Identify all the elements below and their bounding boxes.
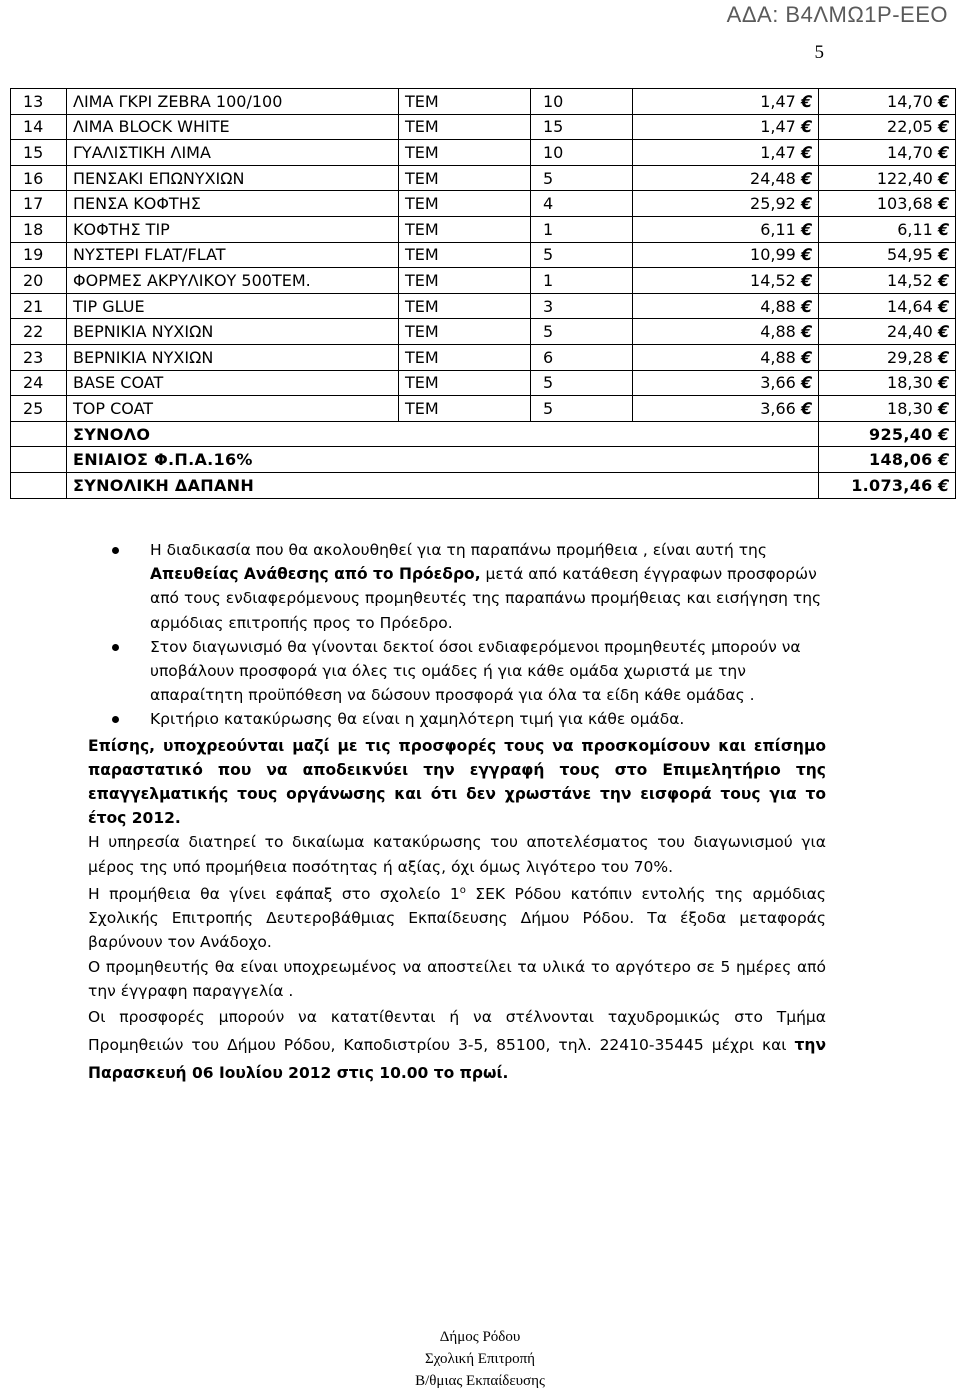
paragraph-delivery-end: ΣΕΚ Ρόδου κατόπιν εντολής της αρμόδιας Σχολικής Επιτροπής Δευτεροβάθμιας Εκπαίδευσης Δήμου Ρόδου. Τα έξοδα μεταφοράς βαρύνουν τον Ανάδοχο. [88, 885, 826, 952]
cell-description [67, 140, 399, 166]
table-row [11, 140, 956, 166]
cell-line-total-value: 18,30 [887, 398, 933, 418]
euro-sign-icon: € [935, 450, 951, 470]
cell-quantity-value: 10 [543, 142, 564, 162]
table-row [11, 396, 956, 422]
cell-unit-price [633, 242, 819, 268]
cell-line-total-value: 103,68 [876, 194, 933, 214]
cell-unit-price [633, 216, 819, 242]
cell-item-number-value: 18 [23, 219, 44, 239]
bullet-procedure-text: Η διαδικασία που θα ακολουθηθεί για τη παραπάνω προμήθεια , είναι αυτή της [150, 541, 767, 559]
cell-line-total-value: 6,11 [897, 219, 933, 239]
paragraph-deadline-delivery: Ο προμηθευτής θα είναι υποχρεωμένος να αποστείλει τα υλικά το αργότερο σε 5 ημέρες από την έγγραφη παραγγελία . [88, 957, 826, 1000]
table-row [11, 216, 956, 242]
cell-quantity-value: 5 [543, 398, 554, 418]
cell-quantity [531, 114, 633, 140]
cell-unit-price-value: 25,92 [750, 194, 796, 214]
cell-description-value: ΓΥΑΛΙΣΤΙΚΗ ΛΙΜΑ [73, 142, 211, 162]
cell-quantity [531, 242, 633, 268]
summary-label [67, 472, 819, 498]
cell-item-number [11, 396, 67, 422]
cell-unit-price [633, 268, 819, 294]
cell-unit-value: ΤΕΜ [405, 91, 439, 111]
cell-line-total-value: 14,70 [887, 91, 933, 111]
cell-line-total [819, 242, 956, 268]
paragraph-submission-text: Οι προσφορές μπορούν να κατατίθενται ή να στέλνονται ταχυδρομικώς στο Τμήμα Προμηθειών του Δήμου Ρόδου, Καποδιστρίου 3-5, 85100, τηλ. 22410-35445 μέχρι και [88, 1008, 826, 1055]
summary-value [819, 472, 956, 498]
cell-unit-price-value: 4,88 [760, 296, 796, 316]
bullet-procedure-bold: Απευθείας Ανάθεσης από το Πρόεδρο, [150, 565, 481, 584]
cell-item-number [11, 216, 67, 242]
cell-line-total-value: 14,64 [887, 296, 933, 316]
cell-unit [399, 114, 531, 140]
cell-unit-value: ΤΕΜ [405, 194, 439, 214]
cell-quantity [531, 268, 633, 294]
cell-line-total [819, 370, 956, 396]
table-row [11, 319, 956, 345]
cell-unit-price-value: 6,11 [760, 219, 796, 239]
cell-item-number [11, 89, 67, 115]
summary-label-value: ΕΝΙΑΙΟΣ Φ.Π.Α.16% [73, 450, 253, 470]
cell-line-total [819, 268, 956, 294]
cell-item-number-value: 25 [23, 398, 44, 418]
cell-unit-value: ΤΕΜ [405, 219, 439, 239]
bullet-procedure-text-end: μετά από κατάθεση έγγραφων προσφορών από τους ενδιαφερόμενους προμηθευτές της παραπάνω προμήθειας και εισήγηση της αρμόδιας επιτροπής προς το Πρόεδρο. [150, 565, 822, 632]
cell-quantity-value: 10 [543, 91, 564, 111]
cell-line-total-value: 29,28 [887, 347, 933, 367]
cell-unit [399, 165, 531, 191]
summary-label-value: ΣΥΝΟΛΟ [73, 424, 151, 444]
cell-unit-price-value: 10,99 [750, 245, 796, 265]
cell-item-number-value: 14 [23, 117, 44, 137]
table-row [11, 344, 956, 370]
cell-quantity [531, 191, 633, 217]
cell-line-total [819, 191, 956, 217]
cell-unit [399, 242, 531, 268]
cell-item-number-value: 16 [23, 168, 44, 188]
cell-unit-price [633, 344, 819, 370]
cell-description-value: ΠΕΝΣΑ ΚΟΦΤΗΣ [73, 194, 201, 214]
cell-item-number-value: 19 [23, 245, 44, 265]
cell-line-total [819, 216, 956, 242]
cell-unit-price [633, 370, 819, 396]
cell-description-value: ΛΙΜΑ ΓΚΡΙ ZEBRA 100/100 [73, 91, 283, 111]
cell-unit-price [633, 114, 819, 140]
cell-quantity-value: 1 [543, 219, 554, 239]
euro-sign-icon: € [936, 398, 951, 418]
cell-quantity [531, 165, 633, 191]
cell-unit-price [633, 89, 819, 115]
euro-sign-icon: € [799, 270, 814, 290]
cell-description [67, 114, 399, 140]
euro-sign-icon: € [936, 296, 951, 316]
page-number: 5 [814, 42, 824, 63]
cell-item-number-value: 23 [23, 347, 44, 367]
euro-sign-icon: € [936, 142, 951, 162]
footer [0, 1326, 960, 1392]
footer-line-municipality: Δήμος Ρόδου [439, 1329, 521, 1345]
euro-sign-icon: € [799, 373, 814, 393]
cell-quantity [531, 140, 633, 166]
cell-unit-price-value: 24,48 [750, 168, 796, 188]
cell-description-value: ΝΥΣΤΕΡΙ FLAT/FLAT [73, 245, 226, 265]
cell-quantity-value: 5 [543, 322, 554, 342]
cell-quantity-value: 5 [543, 168, 554, 188]
cell-line-total [819, 344, 956, 370]
summary-value-value: 1.073,46 [851, 475, 933, 495]
bullet-criterion [150, 707, 826, 731]
cell-description [67, 293, 399, 319]
cell-line-total [819, 396, 956, 422]
cell-empty [11, 472, 67, 498]
euro-sign-icon: € [936, 347, 951, 367]
bullet-dot-icon [112, 547, 119, 554]
euro-sign-icon: € [799, 117, 814, 137]
cell-line-total-value: 24,40 [887, 322, 933, 342]
cell-item-number [11, 370, 67, 396]
paragraph-delivery-start: Η προμήθεια θα γίνει εφάπαξ στο σχολείο 1 [88, 885, 460, 903]
cell-description [67, 165, 399, 191]
cell-unit [399, 140, 531, 166]
summary-value [819, 421, 956, 447]
cell-quantity [531, 89, 633, 115]
cell-item-number [11, 165, 67, 191]
cell-line-total [819, 165, 956, 191]
cell-line-total-value: 18,30 [887, 373, 933, 393]
cell-item-number [11, 140, 67, 166]
cell-unit [399, 370, 531, 396]
table-row [11, 165, 956, 191]
cell-item-number [11, 191, 67, 217]
cell-line-total-value: 22,05 [887, 117, 933, 137]
cell-unit-price-value: 4,88 [760, 322, 796, 342]
cell-item-number-value: 20 [23, 270, 44, 290]
bullet-dot-icon [112, 716, 119, 723]
cell-line-total [819, 319, 956, 345]
cell-item-number-value: 21 [23, 296, 44, 316]
cell-quantity-value: 1 [543, 270, 554, 290]
cell-unit [399, 89, 531, 115]
paragraph-chamber-certificate: Επίσης, υποχρεούνται μαζί με τις προσφορές τους να προσκομίσουν και επίσημο παραστατικό που να αποδεικνύει την εγγραφή τους στο Επιμελητήριο της επαγγελματικής τους οργάνωσης και ότι δεν χρωστάνε την εισφορά τους για το έτος 2012. [88, 736, 826, 828]
euro-sign-icon: € [935, 424, 951, 444]
cell-item-number-value: 17 [23, 194, 44, 214]
cell-unit-price [633, 191, 819, 217]
cell-line-total [819, 140, 956, 166]
items-table-body [11, 89, 956, 499]
cell-empty [11, 421, 67, 447]
summary-row [11, 421, 956, 447]
cell-description-value: ΛΙΜΑ BLOCK WHITE [73, 117, 230, 137]
summary-value [819, 447, 956, 473]
cell-unit-price [633, 140, 819, 166]
cell-item-number [11, 319, 67, 345]
euro-sign-icon: € [799, 194, 814, 214]
cell-quantity-value: 15 [543, 117, 564, 137]
cell-unit-price-value: 1,47 [760, 117, 796, 137]
cell-unit-value: ΤΕΜ [405, 398, 439, 418]
summary-value-value: 925,40 [869, 424, 933, 444]
euro-sign-icon: € [799, 245, 814, 265]
cell-unit-value: ΤΕΜ [405, 296, 439, 316]
cell-item-number-value: 22 [23, 322, 44, 342]
cell-unit-value: ΤΕΜ [405, 347, 439, 367]
euro-sign-icon: € [936, 219, 951, 239]
bullet-dot-icon [112, 644, 119, 651]
cell-line-total [819, 89, 956, 115]
table-row [11, 242, 956, 268]
cell-quantity [531, 396, 633, 422]
cell-quantity-value: 4 [543, 194, 554, 214]
cell-line-total-value: 14,52 [887, 270, 933, 290]
cell-quantity [531, 319, 633, 345]
cell-unit-value: ΤΕΜ [405, 117, 439, 137]
euro-sign-icon: € [936, 270, 951, 290]
euro-sign-icon: € [935, 475, 951, 495]
cell-empty [11, 447, 67, 473]
cell-unit [399, 216, 531, 242]
bullet-procedure [150, 538, 826, 635]
cell-description [67, 268, 399, 294]
summary-label [67, 421, 819, 447]
cell-item-number [11, 242, 67, 268]
summary-value-value: 148,06 [869, 450, 933, 470]
cell-item-number-value: 15 [23, 142, 44, 162]
cell-unit-value: ΤΕΜ [405, 245, 439, 265]
euro-sign-icon: € [799, 219, 814, 239]
cell-description [67, 319, 399, 345]
euro-sign-icon: € [799, 168, 814, 188]
cell-unit-value: ΤΕΜ [405, 168, 439, 188]
euro-sign-icon: € [799, 322, 814, 342]
cell-unit-price-value: 3,66 [760, 373, 796, 393]
footer-line-committee: Σχολική Επιτροπή [424, 1351, 536, 1367]
paragraph-delivery [88, 879, 826, 955]
cell-unit [399, 293, 531, 319]
cell-description [67, 191, 399, 217]
cell-unit-price [633, 396, 819, 422]
cell-unit [399, 191, 531, 217]
table-row [11, 268, 956, 294]
euro-sign-icon: € [799, 347, 814, 367]
cell-description [67, 89, 399, 115]
bullet-criterion-text: Κριτήριο κατακύρωσης θα είναι η χαμηλότερη τιμή για κάθε ομάδα. [150, 710, 685, 729]
euro-sign-icon: € [936, 322, 951, 342]
table-row [11, 191, 956, 217]
cell-quantity [531, 216, 633, 242]
cell-unit-price-value: 14,52 [750, 270, 796, 290]
cell-unit [399, 344, 531, 370]
euro-sign-icon: € [936, 194, 951, 214]
cell-unit-value: ΤΕΜ [405, 270, 439, 290]
cell-line-total-value: 54,95 [887, 245, 933, 265]
bullet-list [88, 538, 826, 732]
table-row [11, 370, 956, 396]
table-row [11, 293, 956, 319]
document-body [88, 538, 826, 1087]
cell-description-value: ΒΕΡΝΙΚΙΑ ΝΥΧΙΩΝ [73, 347, 214, 367]
cell-quantity-value: 5 [543, 245, 554, 265]
cell-description-value: BASE COAT [73, 373, 164, 393]
cell-unit [399, 396, 531, 422]
cell-unit-price [633, 293, 819, 319]
cell-unit-price [633, 165, 819, 191]
cell-unit-value: ΤΕΜ [405, 373, 439, 393]
euro-sign-icon: € [936, 373, 951, 393]
euro-sign-icon: € [799, 142, 814, 162]
cell-unit-price-value: 4,88 [760, 347, 796, 367]
footer-line-education: Β/θμιας Εκπαίδευσης [415, 1373, 545, 1389]
cell-line-total-value: 122,40 [876, 168, 933, 188]
cell-description [67, 242, 399, 268]
cell-unit [399, 268, 531, 294]
cell-quantity-value: 5 [543, 373, 554, 393]
cell-unit-value: ΤΕΜ [405, 322, 439, 342]
items-table [10, 88, 956, 499]
summary-row [11, 472, 956, 498]
cell-description [67, 344, 399, 370]
euro-sign-icon: € [936, 168, 951, 188]
cell-item-number-value: 13 [23, 91, 44, 111]
table-row [11, 114, 956, 140]
cell-item-number [11, 268, 67, 294]
ordinal-superscript: ο [459, 884, 466, 896]
euro-sign-icon: € [799, 398, 814, 418]
cell-quantity [531, 370, 633, 396]
cell-quantity-value: 6 [543, 347, 554, 367]
euro-sign-icon: € [799, 91, 814, 111]
cell-description [67, 216, 399, 242]
cell-description [67, 396, 399, 422]
bullet-groups-text: Στον διαγωνισμό θα γίνονται δεκτοί όσοι ενδιαφερόμενοι προμηθευτές μπορούν να υποβάλουν προσφορά για όλες τις ομάδες ή για κάθε ομάδα χωριστά με την απαραίτητη προϋπόθεση να δώσουν προσφορά για όλα τα είδη κάθε ομάδας . [150, 637, 801, 705]
summary-label-value: ΣΥΝΟΛΙΚΗ ΔΑΠΑΝΗ [73, 475, 255, 495]
cell-item-number [11, 293, 67, 319]
summary-label [67, 447, 819, 473]
euro-sign-icon: € [936, 245, 951, 265]
cell-line-total [819, 293, 956, 319]
cell-item-number [11, 344, 67, 370]
summary-row [11, 447, 956, 473]
cell-description [67, 370, 399, 396]
paragraph-submission-deadline: την Παρασκευή 06 Ιουλίου 2012 στις 10.00 το πρωί. [88, 1036, 826, 1083]
cell-description-value: ΦΟΡΜΕΣ ΑΚΡΥΛΙΚΟΥ 500ΤΕΜ. [73, 270, 311, 290]
bullet-groups [150, 635, 826, 708]
cell-unit-price-value: 1,47 [760, 91, 796, 111]
paragraph-award-right: Η υπηρεσία διατηρεί το δικαίωμα κατακύρωσης του αποτελέσματος του διαγωνισμού για μέρος της υπό προμήθεια ποσότητας ή αξίας, όχι όμως λιγότερο του 70%. [88, 833, 826, 876]
cell-line-total-value: 14,70 [887, 142, 933, 162]
cell-quantity-value: 3 [543, 296, 554, 316]
paragraph-submission [88, 1003, 826, 1087]
cell-description-value: ΚΟΦΤΗΣ TIP [73, 219, 170, 239]
ada-code: ΑΔΑ: Β4ΛΜΩ1Ρ-ΕΕΟ [726, 2, 948, 27]
table-row [11, 89, 956, 115]
cell-unit-price [633, 319, 819, 345]
cell-description-value: ΒΕΡΝΙΚΙΑ ΝΥΧΙΩΝ [73, 322, 214, 342]
cell-description-value: ΠΕΝΣΑΚΙ ΕΠΩΝΥΧΙΩΝ [73, 168, 245, 188]
cell-item-number [11, 114, 67, 140]
cell-quantity [531, 344, 633, 370]
cell-unit [399, 319, 531, 345]
cell-description-value: TOP COAT [73, 398, 154, 418]
cell-line-total [819, 114, 956, 140]
cell-quantity [531, 293, 633, 319]
euro-sign-icon: € [936, 117, 951, 137]
cell-description-value: TIP GLUE [73, 296, 145, 316]
euro-sign-icon: € [799, 296, 814, 316]
cell-unit-value: ΤΕΜ [405, 142, 439, 162]
cell-unit-price-value: 3,66 [760, 398, 796, 418]
euro-sign-icon: € [936, 91, 951, 111]
cell-unit-price-value: 1,47 [760, 142, 796, 162]
cell-item-number-value: 24 [23, 373, 44, 393]
